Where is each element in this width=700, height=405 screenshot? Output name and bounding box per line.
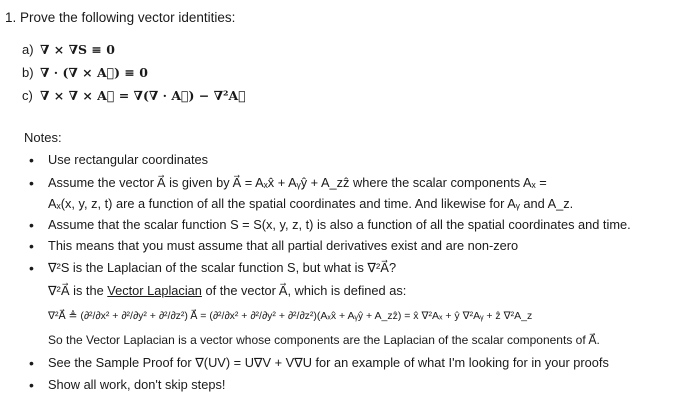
bullet: • [29,152,34,168]
problem-title: 1. Prove the following vector identities: [5,10,236,25]
identity-expr: ∇ · (∇ × A⃗) ≡ 0 [40,65,148,80]
note-partials: This means that you must assume that all partial derivatives exist and are non-zero [48,238,519,253]
bullet: • [29,260,34,276]
note-show-work: Show all work, don't skip steps! [48,377,226,392]
bullet: • [29,217,34,233]
note-vl-components: So the Vector Laplacian is a vector whose components are the Laplacian of the scalar components of A⃗. [48,333,600,347]
bullet: • [29,355,34,371]
vl-pre: ∇²A⃗ is the [48,283,108,298]
identity-b [22,65,246,88]
identity-a [22,42,246,65]
identity-expr: ∇ × ∇S ≡ 0 [40,42,115,57]
vector-laplacian-term: Vector Laplacian [107,283,202,298]
vl-post: of the vector A⃗, which is defined as: [201,283,407,298]
bullet: • [29,238,34,254]
note-scalar-def: Assume that the scalar function S = S(x, y, z, t) is also a function of all the spatial coordinates and time. [48,217,631,232]
note-laplacian-question: ∇²S is the Laplacian of the scalar function S, but what is ∇²A⃗? [48,260,397,275]
identity-c [22,88,246,111]
bullet: • [29,175,34,191]
note-sample-proof: See the Sample Proof for ∇(UV) = U∇V + V∇U for an example of what I'm looking for in your proofs [48,355,609,370]
bullet: • [29,377,34,393]
vector-laplacian-formula: ∇²A⃗ ≜ (∂²/∂x² + ∂²/∂y² + ∂²/∂z²) A⃗ = (∂²/∂x² + ∂²/∂y² + ∂²/∂z²)(Aₓx̂ + Aᵧŷ + A_zẑ) = x̂ ∇²Aₓ + ŷ ∇²Aᵧ + ẑ ∇²A_z [48,310,533,322]
identity-label: c) [22,88,33,103]
note-rectangular: Use rectangular coordinates [48,152,209,167]
notes-heading: Notes: [24,130,62,145]
identity-label: b) [22,65,34,80]
note-vector-def-cont: Aₓ(x, y, z, t) are a function of all the spatial coordinates and time. And likewise for Aᵧ and A_z. [48,196,574,211]
note-vector-def: Assume the vector A⃗ is given by A⃗ = Aₓx̂ + Aᵧŷ + A_zẑ where the scalar components Aₓ = [48,175,547,190]
note-vector-laplacian [48,283,406,299]
identity-label: a) [22,42,34,57]
identity-list [22,42,246,111]
identity-expr: ∇ × ∇ × A⃗ = ∇(∇ · A⃗) − ∇²A⃗ [40,88,246,103]
